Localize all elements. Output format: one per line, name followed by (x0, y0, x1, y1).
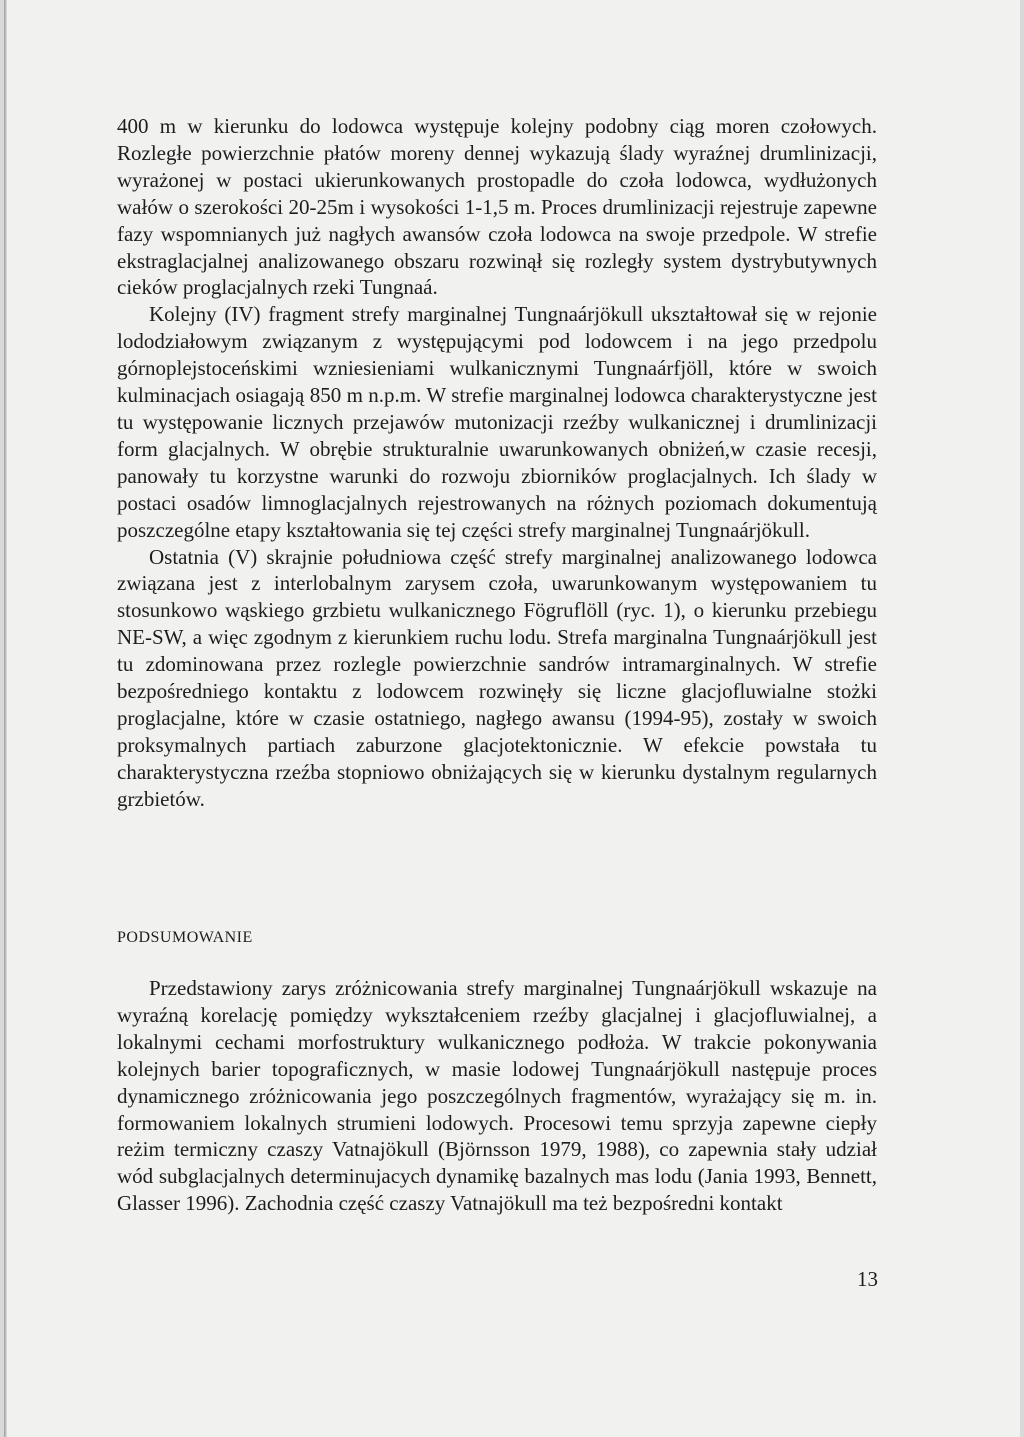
body-text-top (117, 113, 877, 813)
paragraph-fragment-iv: Kolejny (IV) fragment strefy marginalnej Tungnaárjökull ukształtował się w rejonie lododziałowym związanym z występującymi pod lodowcem i na jego przedpolu górnoplejstoceńskimi wzniesieniami wulkanicznymi Tungnaárfjöll, które w swoich kulminacjach osiagają 850 m n.p.m. W strefie marginalnej lodowca charakterystyczne jest tu występowanie licznych przejawów mutonizacji rzeźby wulkanicznej i drumlinizacji form glacjalnych. W obrębie strukturalnie uwarunkowanych obniżeń,w czasie recesji, panowały tu korzystne warunki do rozwoju zbiorników proglacjalnych. Ich ślady w postaci osadów limnoglacjalnych rejestrowanych na różnych poziomach dokumentują poszczególne etapy kształtowania się tej części strefy marginalnej Tungnaárjökull. (117, 302, 877, 542)
paragraph-summary: Przedstawiony zarys zróżnicowania strefy marginalnej Tungnaárjökull wskazuje na wyraźną korelację pomiędzy wykształceniem rzeźby glacjalnej i glacjofluwialnej, a lokalnymi cechami morfostruktury wulkanicznego podłoża. W trakcie pokonywania kolejnych barier topograficznych, w masie lodowej Tungnaárjökull następuje proces dynamicznego zróżnicowania jego poszczególnych fragmentów, wyrażający się m. in. formowaniem lokalnych strumieni lodowych. Procesowi temu sprzyja zapewne ciepły reżim termiczny czaszy Vatnajökull (Björnsson 1979, 1988), co zapewnia stały udział wód subglacjalnych determinujacych dynamikę bazalnych mas lodu (Jania 1993, Bennett, Glasser 1996). Zachodnia część czaszy Vatnajökull ma też bezpośredni kontakt (117, 976, 877, 1216)
page-number: 13 (857, 1267, 878, 1291)
paragraph-fragment-v: Ostatnia (V) skrajnie południowa część strefy marginalnej analizowanego lodowca związana jest z interlobalnym zarysem czoła, uwarunkowanym występowaniem tu stosunkowo wąskiego grzbietu wulkanicznego Fögruflöll (ryc. 1), o kierunku przebiegu NE-SW, a więc zgodnym z kierunkiem ruchu lodu. Strefa marginalna Tungnaárjökull jest tu zdominowana przez rozlegle powierzchnie sandrów intramarginalnych. W strefie bezpośredniego kontaktu z lodowcem rozwinęły się liczne glacjofluwialne stożki proglacjalne, które w czasie ostatniego, nagłego awansu (1994-95), zostały w swoich proksymalnych partiach zaburzone glacjotektonicznie. W efekcie powstała tu charakterystyczna rzeźba stopniowo obniżających się w kierunku dystalnym regularnych grzbietów. (117, 544, 877, 811)
document-page (4, 0, 1020, 1437)
section-heading: PODSUMOWANIE (117, 929, 253, 946)
paragraph-glacier-moraines: 400 m w kierunku do lodowca występuje kolejny podobny ciąg moren czołowych. Rozległe powierzchnie płatów moreny dennej wykazują ślady wyraźnej drumlinizacji, wyrażonej w postaci ukierunkowanych prostopadle do czoła lodowca, wydłużonych wałów o szerokości 20-25m i wysokości 1-1,5 m. Proces drumlinizacji rejestruje zapewne fazy wspomnianych już nagłych awansów czoła lodowca na swoje przedpole. W strefie ekstraglacjalnej analizowanego obszaru rozwinął się rozległy system dystrybutywnych cieków proglacjalnych rzeki Tungnaá. (117, 114, 877, 300)
body-text-bottom (117, 975, 877, 1217)
